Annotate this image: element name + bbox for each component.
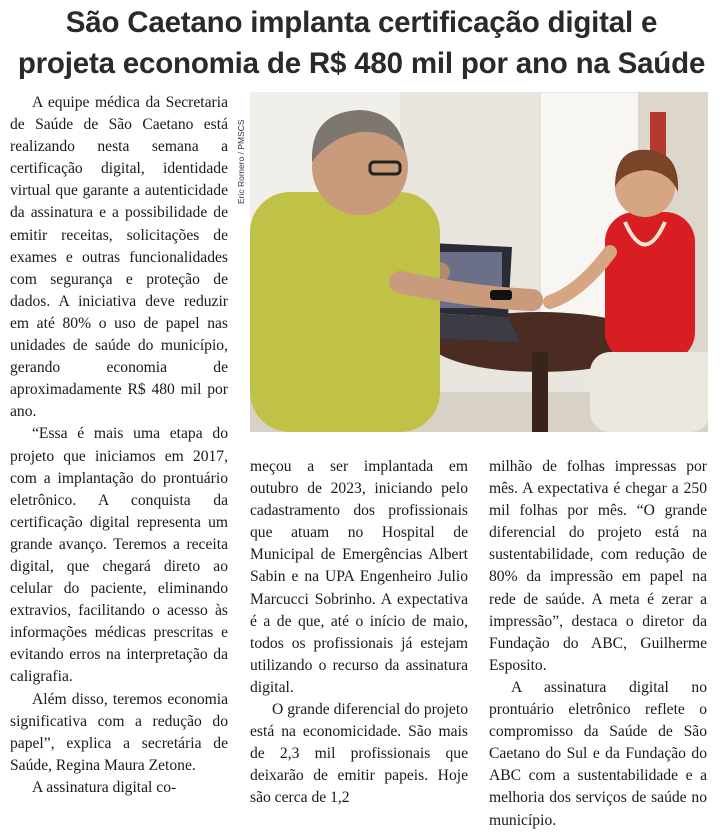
paragraph-conclusion: A assinatura digital no prontuário eletrônico reflete o compromisso da Saúde de São Caetano do Sul e da Fundação do ABC com a sustentabilidade e a melhoria dos serviços de saúde no município. xyxy=(489,678,707,829)
paragraph-intro: A equipe médica da Secretaria de Saúde de São Caetano está realizando nesta semana a certificação digital, identidade virtual que garante a autenticidade da assinatura e a possibilidade de emitir receitas, solicitações de exames e outras funcionalidades com segurança e proteção de dados. A iniciativa deve reduzir em até 80% o uso de papel nas unidades de saúde do município, gerando economia de aproximadamente R$ 480 mil por ano. xyxy=(10,94,228,421)
article-column-2 xyxy=(250,456,468,810)
paragraph-economy: O grande diferencial do projeto está na economicidade. São mais de 2,3 mil profissionais que deixarão de emitir papeis. Hoje são cerca de 1,2 xyxy=(250,701,468,807)
headline xyxy=(8,2,715,84)
paragraph-quote: “Essa é mais uma etapa do projeto que iniciamos em 2017, com a implantação do prontuário eletrônico. A conquista da certificação digital representa um grande avanço. Teremos a receita digital, que chegará direto ao celular do paciente, eliminando extravios, facilitando o acesso às informações médicas prescritas e evitando erros na interpretação da caligrafia. xyxy=(10,425,228,686)
photo-doctor-certification xyxy=(250,92,708,432)
article-column-1 xyxy=(10,92,228,799)
paragraph-quote-end: Além disso, teremos economia significativa com a redução do papel”, explica a secretária de Saúde, Regina Maura Zetone. xyxy=(10,690,228,774)
paragraph-sustainability: milhão de folhas impressas por mês. A expectativa é chegar a 250 mil folhas por mês. “O grande diferencial do projeto está na sustentabilidade, com redução de 80% da impressão em papel na rede de saúde. A meta é zerar a impressão”, destaca o diretor da Fundação do ABC, Guilherme Esposito. xyxy=(489,458,707,674)
headline-line-2: projeta economia de R$ 480 mil por ano na Saúde xyxy=(17,47,706,80)
paragraph-signature-start: A assinatura digital co- xyxy=(32,778,177,796)
article-photo xyxy=(250,92,708,432)
paragraph-implementation: meçou a ser implantada em outubro de 2023, iniciando pelo cadastramento dos profissionais que atuam no Hospital de Municipal de Emergências Albert Sabin e na UPA Engenheiro Julio Marcucci Sobrinho. A expectativa é a de que, até o início de maio, todos os profissionais já estejam utilizando o recurso da assinatura digital. xyxy=(250,458,468,696)
article-column-3 xyxy=(489,456,707,832)
headline-line-1: São Caetano implanta certificação digital e xyxy=(65,6,658,39)
photo-credit: Eric Romero / PMSCS xyxy=(236,119,246,204)
